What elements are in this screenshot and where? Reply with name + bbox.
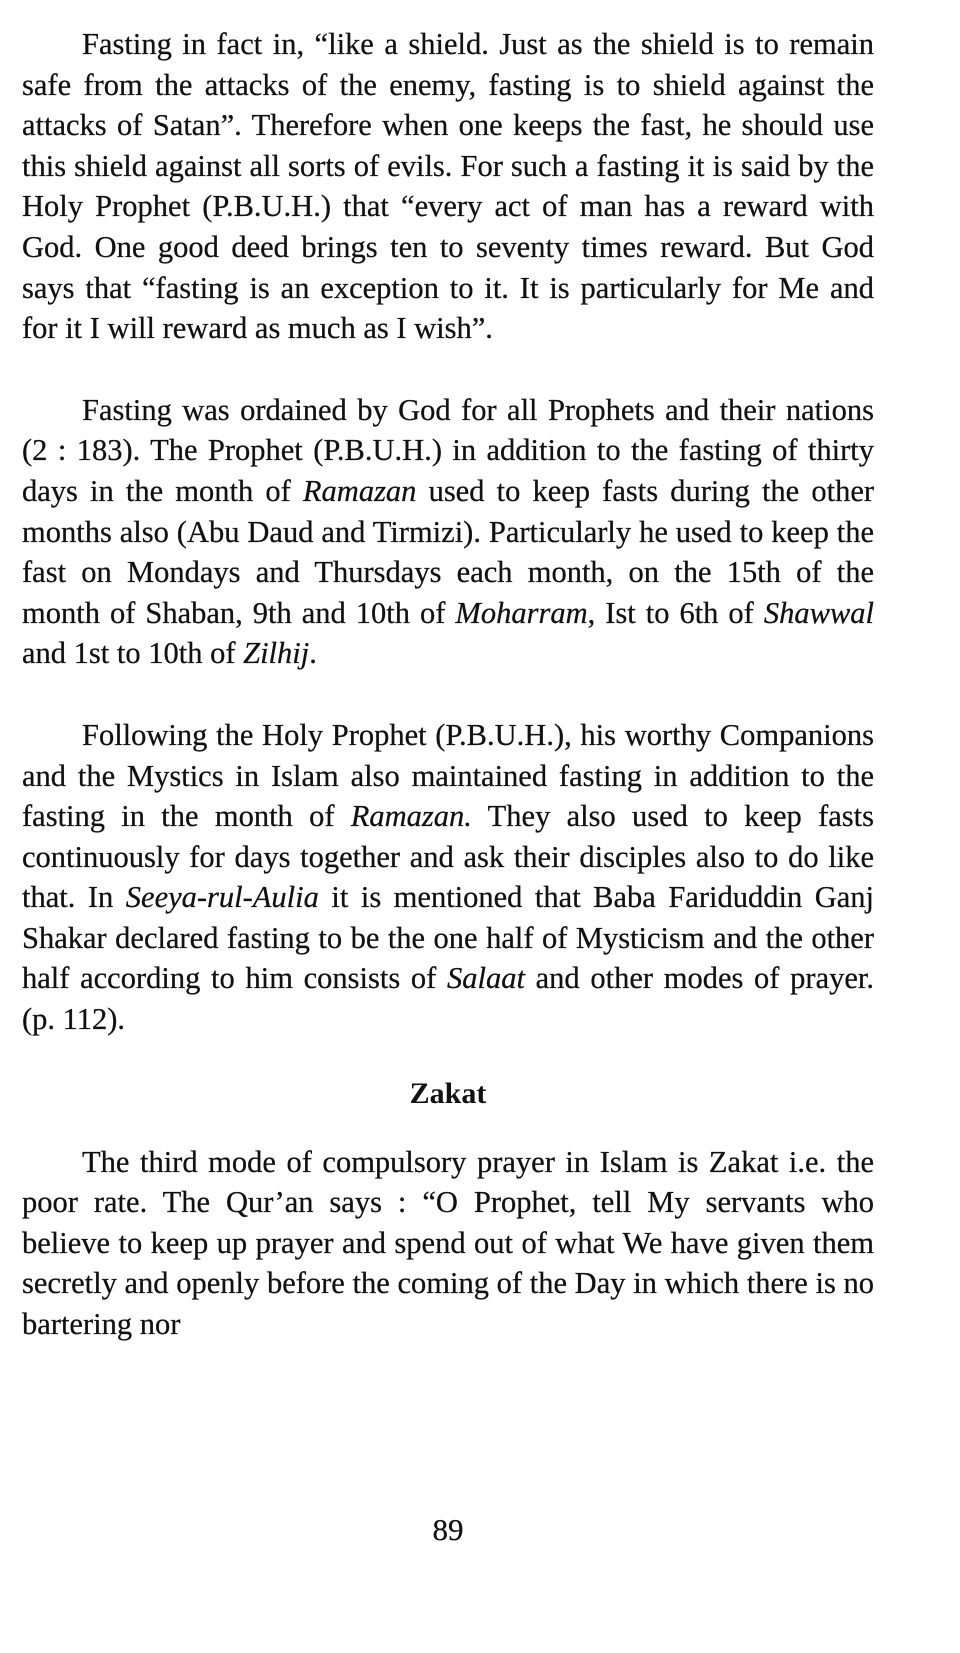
paragraph-zakat <box>22 1142 874 1345</box>
italic-term: Salaat <box>447 961 525 996</box>
italic-term: Shawwal <box>763 595 874 630</box>
paragraph-text: They also used to keep fasts continuously for days together and ask their disciples also to do like that. In <box>22 799 874 915</box>
book-page <box>22 24 874 1345</box>
paragraph-text: Fasting in fact in, “like a shield. Just as the shield is to remain safe from the attacks of the enemy, fasting is to shield against the attacks of Satan”. Therefore when one keeps the fast, he should use this shield against all sorts of evils. For such a fasting it is said by the Holy Prophet (P.B.U.H.) that “every act of man has a reward with God. One good deed brings ten to seventy times reward. But God says that “fasting is an exception to it. It is particularly for Me and for it I will reward as much as I wish”. <box>22 27 874 346</box>
italic-term: Seeya-rul-Aulia <box>125 880 319 915</box>
paragraph-text: and 1st to 10th of <box>22 636 244 671</box>
page-number: 89 <box>432 1512 464 1547</box>
paragraph-text: . <box>309 636 317 671</box>
paragraph-text: Fasting was ordained by God for all Prophets and their nations (2 : 183). The Prophet (P.B.U.H.) in addition to the fasting of thirty days in the month of <box>22 392 874 508</box>
paragraph-text: Following the Holy Prophet (P.B.U.H.), his worthy Companions and the Mystics in Islam also maintained fasting in addition to the fasting in the month of <box>22 717 874 834</box>
paragraph-text: it is mentioned that Baba Fariduddin Ganj Shakar declared fasting to be the one half of Mysticism and the other half according to him consists of <box>22 880 874 996</box>
italic-term: Moharram <box>455 595 588 630</box>
paragraph-fasting-ordained <box>22 390 874 674</box>
section-heading: Zakat <box>409 1076 487 1110</box>
paragraph-fasting-shield <box>22 24 874 349</box>
paragraph-text: , Ist to 6th of <box>587 595 764 630</box>
italic-term: Zilhij <box>243 636 310 671</box>
paragraph-companions-mystics <box>22 715 874 1040</box>
paragraph-text: used to keep fasts during the other months also (Abu Daud and Tirmizi). Particularly he used to keep the fast on Mondays and Thursdays each month, on the 15th of the month of Shaban, 9th and 10th of <box>22 473 875 630</box>
italic-term: Ramazan. <box>350 799 472 834</box>
paragraph-text: and other modes of prayer. (p. 112). <box>22 961 874 1037</box>
paragraph-text: The third mode of compulsory prayer in Islam is Zakat i.e. the poor rate. The Qur’an says : “O Prophet, tell My servants who believe to keep up prayer and spend out of what We have given them secretly and openly before the coming of the Day in which there is no bartering nor <box>22 1144 874 1342</box>
italic-term: Ramazan <box>302 473 417 508</box>
